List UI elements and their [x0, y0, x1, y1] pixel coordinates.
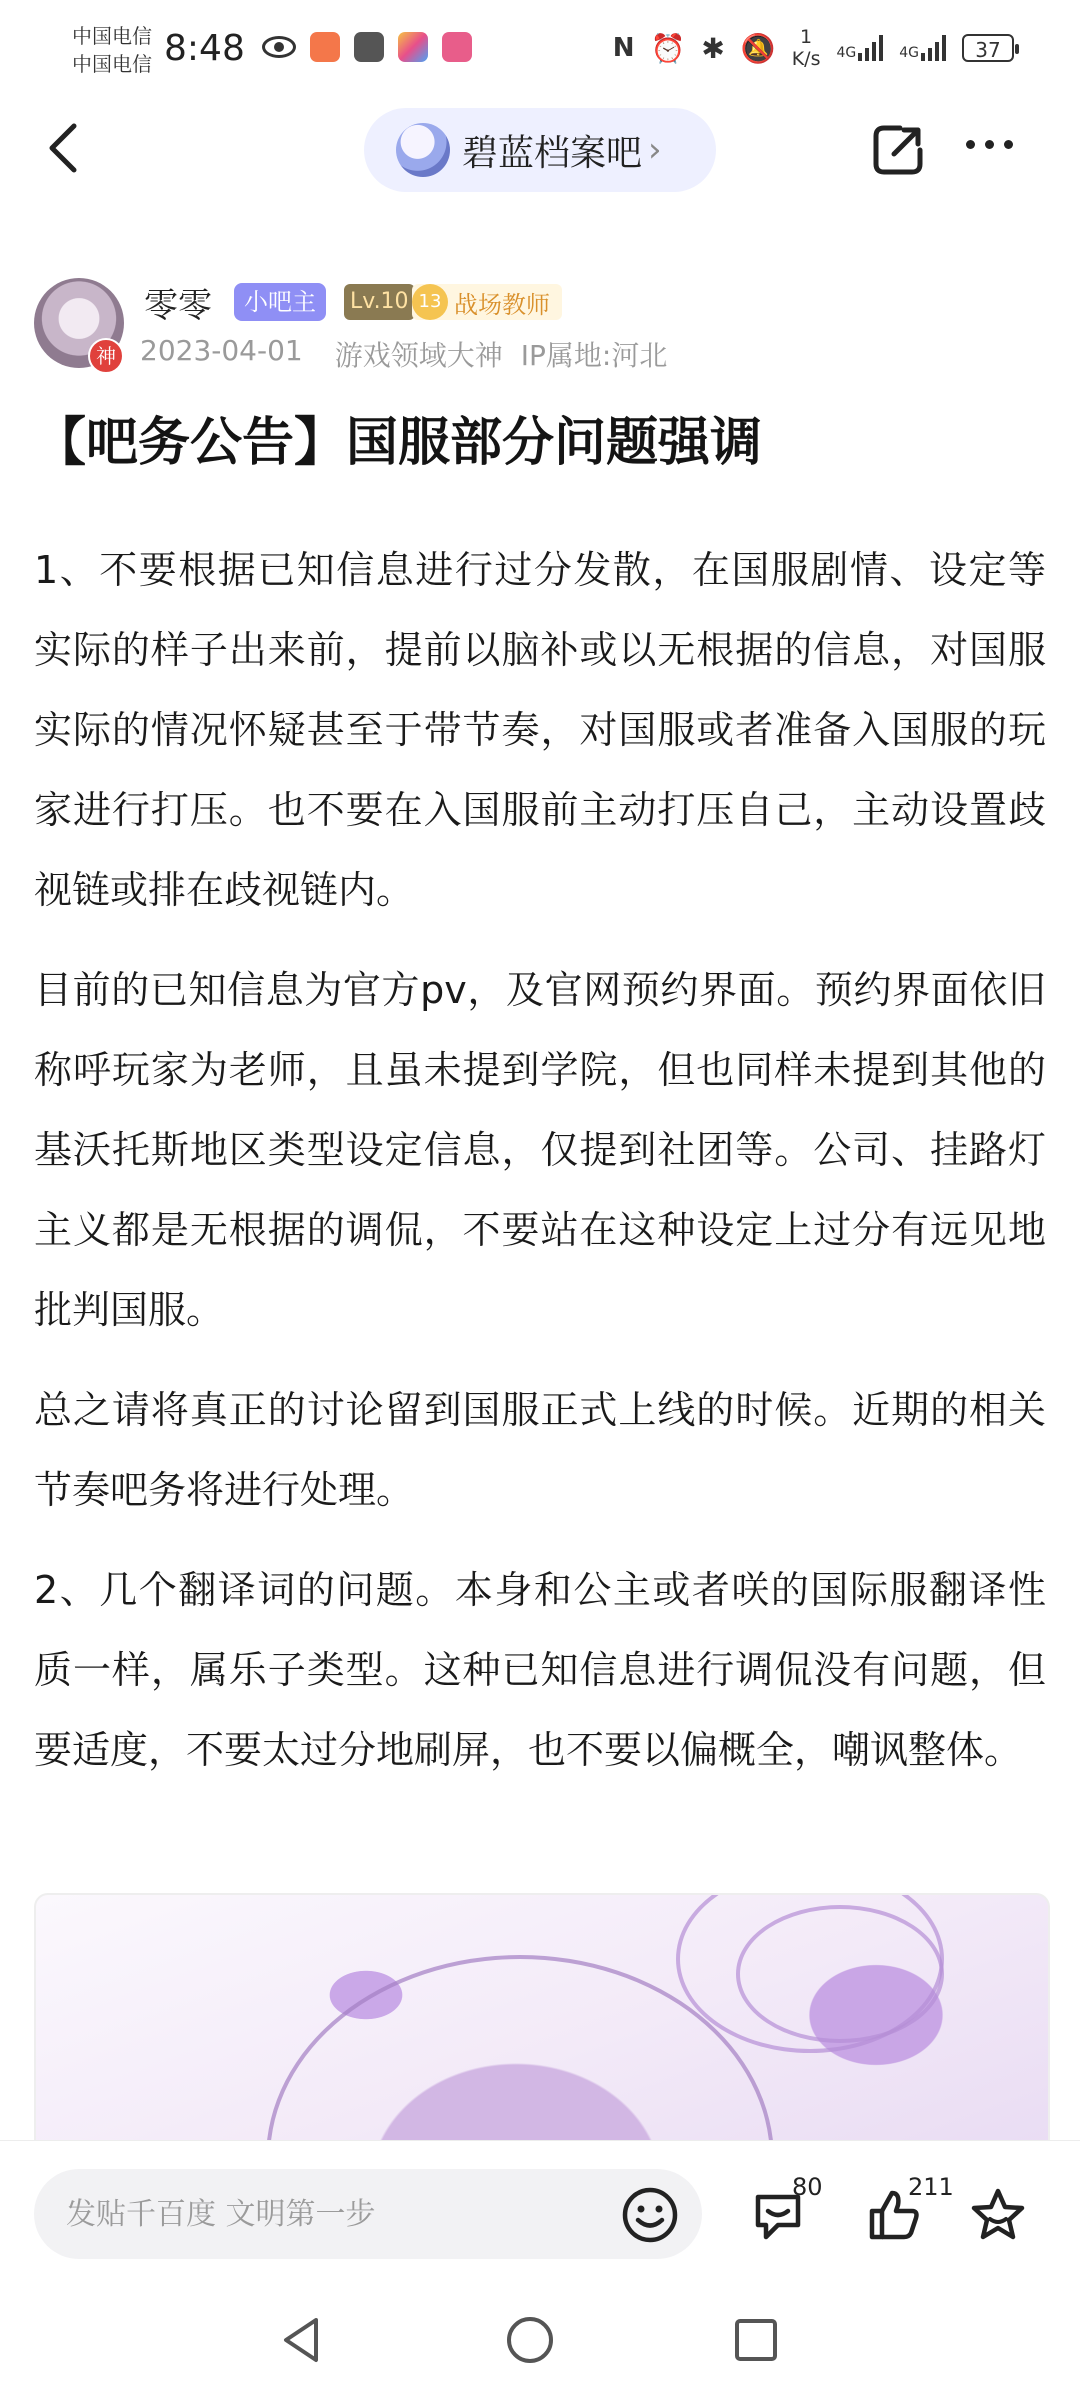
carrier-info: [72, 22, 152, 78]
app-notification-icon: [354, 32, 384, 62]
more-options-button[interactable]: [966, 140, 1013, 149]
system-back-button[interactable]: [274, 2312, 330, 2368]
signal-icon: 4G: [836, 35, 883, 61]
mute-icon: 🔕: [740, 31, 776, 65]
eye-comfort-icon: [262, 36, 296, 58]
nfc-icon: N: [612, 33, 635, 63]
system-home-button[interactable]: [502, 2312, 558, 2368]
triangle-back-icon: [274, 2312, 330, 2368]
app-notification-icon: [442, 32, 472, 62]
god-badge: 神: [88, 338, 124, 374]
forum-name: 碧蓝档案吧: [462, 132, 643, 174]
post-paragraph: 2、几个翻译词的问题。本身和公主或者咲的国际服翻译性质一样，属乐子类型。这种已知信息进行调侃没有问题，但要适度，不要太过分地刷屏，也不要以偏概全，嘲讽整体。: [34, 1568, 1046, 1772]
system-navigation-bar: [0, 2280, 1080, 2400]
level-badge: Lv.10: [344, 284, 415, 320]
network-speed: 1 K/s: [791, 26, 821, 70]
system-recents-button[interactable]: [728, 2312, 784, 2368]
back-button[interactable]: [44, 118, 84, 178]
square-recents-icon: [728, 2312, 784, 2368]
status-bar: [0, 0, 1080, 100]
like-count: 211: [908, 2173, 954, 2201]
signal-icon: 4G: [899, 35, 946, 61]
forum-entry-button[interactable]: [364, 108, 716, 192]
more-dot-icon: [966, 140, 975, 149]
like-button[interactable]: [864, 2173, 954, 2249]
forum-avatar: [396, 123, 450, 177]
circle-home-icon: [502, 2312, 558, 2368]
system-status-icons: [613, 26, 1014, 70]
favorite-button[interactable]: [968, 2185, 1028, 2249]
comment-count: 80: [792, 2173, 823, 2201]
status-clock: 8:48: [164, 28, 245, 69]
medal-icon: 13: [412, 284, 448, 320]
chevron-right-icon: ›: [648, 130, 662, 170]
carrier-2: 中国电信: [72, 52, 152, 76]
post-paragraph: 目前的已知信息为官方pv，及官网预约界面。预约界面依旧称呼玩家为老师，且虽未提到学院，但也同样未提到其他的基沃托斯地区类型设定信息，仅提到社团等。公司、挂路灯主义都是无根据的调侃，不要站在这种设定上过分有远见地批判国服。: [34, 968, 1046, 1332]
manager-tag: 小吧主: [234, 283, 326, 321]
more-dot-icon: [985, 140, 994, 149]
author-meta: [140, 334, 667, 374]
app-notification-icon: [398, 32, 428, 62]
comment-button[interactable]: [748, 2173, 823, 2249]
post-date: 2023-04-01: [140, 334, 303, 367]
reply-input[interactable]: [34, 2169, 702, 2259]
post-paragraph: 1、不要根据已知信息进行过分发散，在国服剧情、设定等实际的样子出来前，提前以脑补或以无根据的信息，对国服实际的情况怀疑甚至于带节奏，对国服或者准备入国服的玩家进行打压。也不要在入国服前主动打压自己，主动设置歧视链或排在歧视链内。: [34, 548, 1046, 912]
alarm-icon: ⏰: [650, 31, 686, 65]
bluetooth-icon: ✱: [701, 31, 725, 65]
share-icon: [870, 122, 926, 178]
emoji-icon: [620, 2185, 680, 2245]
post-body: [34, 530, 1046, 1810]
ip-location: IP属地:河北: [520, 339, 668, 372]
post-paragraph: 总之请将真正的讨论留到国服正式上线的时候。近期的相关节奏吧务将进行处理。: [34, 1388, 1046, 1512]
notification-icons: [262, 32, 472, 62]
more-dot-icon: [1004, 140, 1013, 149]
post-image[interactable]: [34, 1893, 1050, 2157]
bottom-action-bar: [0, 2140, 1080, 2281]
emoji-button[interactable]: [620, 2185, 680, 2245]
share-button[interactable]: [870, 122, 926, 178]
app-notification-icon: [310, 32, 340, 62]
back-arrow-icon: [44, 118, 84, 178]
author-honor: 游戏领域大神: [334, 339, 503, 372]
star-icon: [968, 2185, 1028, 2245]
carrier-1: 中国电信: [72, 24, 152, 48]
title-badge: [412, 284, 562, 320]
title-badge-label: 战场教师: [454, 290, 550, 319]
battery-icon: 37: [962, 34, 1014, 62]
author-name[interactable]: 零零: [144, 286, 212, 326]
post-title: 【吧务公告】国服部分问题强调: [34, 413, 763, 473]
